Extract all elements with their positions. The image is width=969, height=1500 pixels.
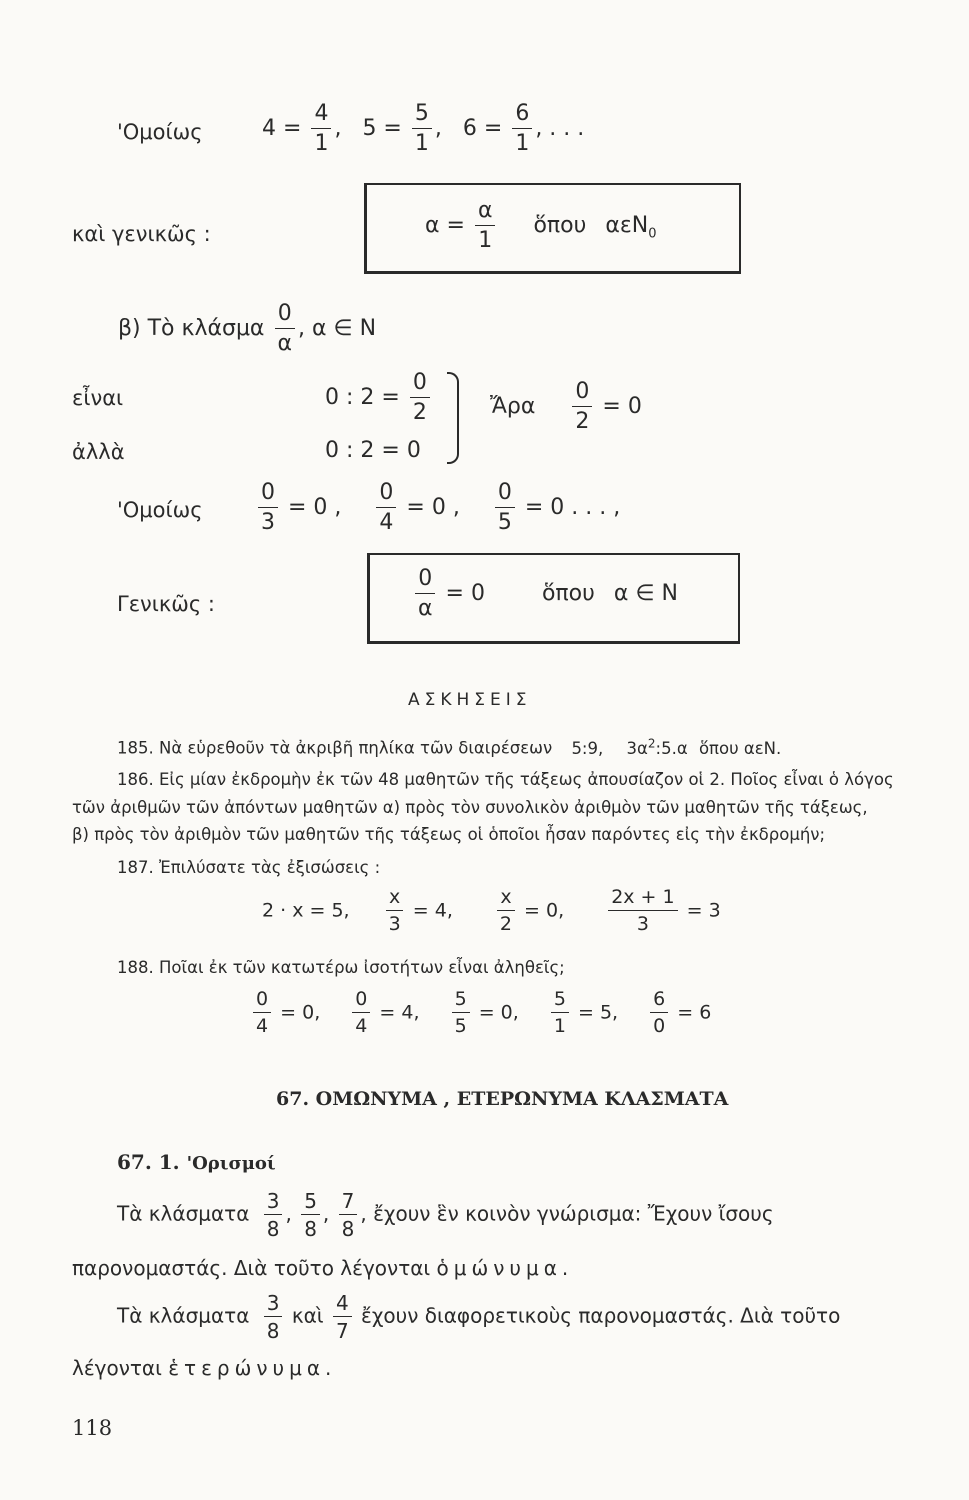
- fraction: $\frac{0}{\alpha}$: [274, 303, 295, 355]
- fraction: $\frac{5}{8}$: [301, 1191, 320, 1239]
- exercise-185: 185. Νὰ εὑρεθοῦν τὰ ἀκριβῆ πηλίκα τῶν διαιρέσεων 5:9, $3\alpha^2:5.\alpha$ ὅπου αεN.: [117, 736, 782, 758]
- brace: [447, 372, 459, 464]
- exercise-187-equations: 2 · x = 5, $\frac{x}{3}$ = 4, $\frac{x}{2}$ = 0, $\frac{2x + 1}{3}$ = 3: [262, 886, 721, 935]
- generally-label-2: Γενικῶς :: [117, 592, 215, 616]
- fraction: $\frac{2x + 1}{3}$: [608, 888, 677, 934]
- exercise-186-line-3: β) πρὸς τὸν ἀριθμὸν τῶν μαθητῶν τῆς τάξεως οἱ ὁποῖοι ἦσαν παρόντες εἰς τὴν ἐκδρομήν;: [72, 825, 826, 844]
- fraction: $\frac{3}{8}$: [264, 1191, 283, 1239]
- fraction: $\frac{0}{2}$: [572, 381, 592, 433]
- exercise-188-equalities: $\frac{0}{4}$ = 0, $\frac{0}{4}$ = 4, $\frac{5}{5}$ = 0, $\frac{5}{1}$ = 5, $\frac{6}{0}$ = 6: [250, 990, 711, 1036]
- fraction: $\frac{5}{1}$: [412, 103, 432, 155]
- division-1: 0 : 2 = $\frac{0}{2}$: [325, 372, 433, 424]
- fraction: $\frac{\alpha}{1}$: [475, 200, 496, 252]
- fraction: $\frac{0}{5}$: [495, 482, 515, 534]
- boxed-formula-2: $\frac{0}{\alpha}$ = 0 ὅπου α ∈ N: [412, 568, 678, 620]
- heteronymous-fractions-line-2: λέγονται ἑτερώνυμα.: [72, 1356, 337, 1380]
- exercises-title: ΑΣΚΗΣΕΙΣ: [408, 690, 532, 710]
- fraction: $\frac{5}{1}$: [551, 990, 569, 1036]
- fraction: $\frac{0}{\alpha}$: [415, 568, 436, 620]
- fraction: $\frac{6}{1}$: [512, 103, 532, 155]
- fraction: $\frac{6}{0}$: [650, 990, 668, 1036]
- exercise-187: 187. Ἐπιλύσατε τὰς ἐξισώσεις :: [117, 858, 381, 877]
- fraction: $\frac{0}{4}$: [352, 990, 370, 1036]
- beta-statement: β) Τὸ κλάσμα $\frac{0}{\alpha}$ , α ∈ N: [118, 301, 377, 356]
- fraction: $\frac{5}{5}$: [452, 990, 470, 1036]
- fraction: $\frac{x}{2}$: [497, 888, 515, 934]
- section-67-heading: 67. ΟΜΩΝΥΜΑ , ΕΤΕΡΩΝΥΜΑ ΚΛΑΣΜΑΤΑ: [276, 1088, 729, 1110]
- homonymous-fractions-line-2: παρονομαστάς. Διὰ τοῦτο λέγονται ὁμώνυμα.: [72, 1256, 574, 1280]
- division-2: 0 : 2 = 0: [325, 438, 421, 463]
- fraction: $\frac{7}{8}$: [339, 1191, 358, 1239]
- einai-label: εἶναι: [72, 386, 124, 410]
- exercise-186-line-2: τῶν ἀριθμῶν τῶν ἀπόντων μαθητῶν α) πρὸς τὸν συνολικὸν ἀριθμὸν τῶν μαθητῶν τῆς τάξεως,: [72, 798, 868, 817]
- exercise-188: 188. Ποῖαι ἐκ τῶν κατωτέρω ἰσοτήτων εἶναι ἀληθεῖς;: [117, 958, 565, 977]
- integer-as-fraction-row: 4 = $\frac{4}{1}$ , 5 = $\frac{5}{1}$ , 6 = $\frac{6}{1}$ , . . .: [262, 101, 585, 156]
- generally-label: καὶ γενικῶς :: [72, 222, 211, 246]
- similarly-label-2: 'Ομοίως: [117, 498, 203, 522]
- fraction: $\frac{3}{8}$: [264, 1293, 283, 1341]
- zero-fractions-row: $\frac{0}{3}$ = 0 , $\frac{0}{4}$ = 0 , $\frac{0}{5}$ = 0 . . . ,: [255, 482, 620, 534]
- fraction: $\frac{0}{4}$: [253, 990, 271, 1036]
- exercise-186-line-1: 186. Εἰς μίαν ἐκδρομὴν ἐκ τῶν 48 μαθητῶν τῆς τάξεως ἀπουσίαζον οἱ 2. Ποῖος εἶναι ὁ λόγος: [117, 770, 894, 789]
- heteronymous-fractions-line-1: Τὰ κλάσματα $\frac{3}{8}$ καὶ $\frac{4}{7}$ ἔχουν διαφορετικοὺς παρονομαστάς. Διὰ τοῦτο: [117, 1291, 841, 1343]
- homonymous-fractions-line-1: Τὰ κλάσματα $\frac{3}{8}$ , $\frac{5}{8}$ , $\frac{7}{8}$ , ἔχουν ἓν κοινὸν γνώρισμα: Ἔχουν ἴσους: [117, 1189, 774, 1241]
- fraction: $\frac{4}{1}$: [311, 103, 331, 155]
- alla-label: ἀλλὰ: [72, 440, 125, 464]
- similarly-label: 'Ομοίως: [117, 120, 203, 144]
- therefore-result: Ἄρα $\frac{0}{2}$ = 0: [490, 379, 642, 434]
- fraction: $\frac{0}{3}$: [258, 482, 278, 534]
- fraction: $\frac{x}{3}$: [386, 888, 404, 934]
- fraction: $\frac{4}{7}$: [333, 1293, 352, 1341]
- page-number: 118: [72, 1416, 113, 1440]
- fraction: $\frac{0}{4}$: [376, 482, 396, 534]
- fraction: $\frac{0}{2}$: [410, 372, 430, 424]
- boxed-formula-1: α = $\frac{\alpha}{1}$ ὅπου αεN$_0$: [425, 198, 657, 253]
- subsection-67-1-heading: 67. 1. 'Ορισμοί: [117, 1150, 276, 1174]
